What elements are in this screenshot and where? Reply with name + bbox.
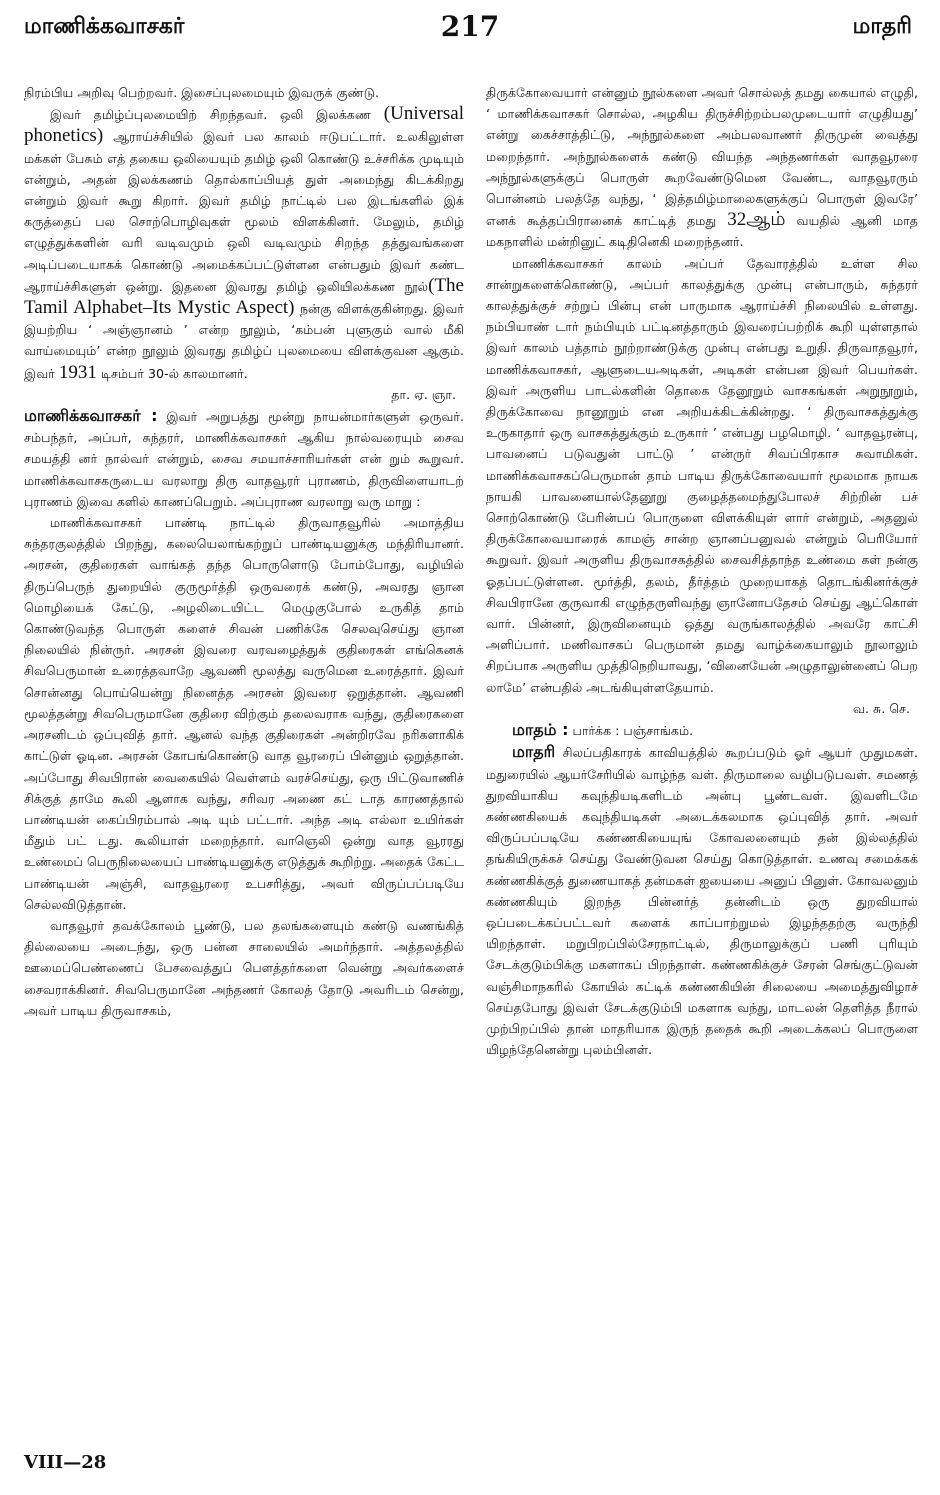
header-right-entry: மாதரி bbox=[852, 14, 912, 39]
paragraph: மாதரி சிலப்பதிகாரக் காவியத்தில் கூறப்படும் ஓர் ஆயர் முதுமகள். மதுரையில் ஆயர்சேரியில் வாழ்ந்த வள். திருமாலை வழிபடுபவள். சமணத் துறவியாகிய கவுந்தியடிகளிடம் அன்பு பூண்டவள். இவளிடமே கண்ணகியைக் கவுந்தியடிகள் அடைக்கலமாக ஒப்புவித் தார். அவர் விருப்பப்படியே கண்ணகியையுங் கோவலனையும் தன் இல்லத்தில் தங்கியிருக்கச் செய்து வேண்டுவன செய்து கொடுத்தாள். உணவு சமைக்கக் கண்ணகிக்குத் துணையாகத் தன்மகள் ஐயையை அனுப் பினுள். கோவலனும் கண்ணகியும் இறந்த பின்னர்த் தன்னிடம் ஒரு துறவியால் ஒப்படைக்கப்பட்டவர் களைக் காப்பாற்றுமல் இழந்ததற்கு வருந்தி யிறந்தாள். மறுபிறப்பில்சேரநாட்டில், திருமாலுக்குப் பணி புரியும் சேடக்குடும்பிக்கு மகளாகப் பிறந்தாள். கண்ணகிக்குச் சேரன் செங்குட்டுவன் வஞ்சிமாநகரில் கோயில் கட்டிக் கண்ணகியின் சிலையை அமைத்துவிழாச் செய்தபோது இவள் சேடக்குடும்பி மகளாக வந்து, மாடலன் தெளித்த நீரால் முற்பிறப்பில் தான் மாதரியாக இருந் ததைக் கூறி அடைக்கலப் பொருளை யிழந்தேனென்று புலம்பினள். bbox=[486, 742, 918, 1058]
header-left-entry: மாணிக்கவாசகர் bbox=[24, 14, 185, 39]
paragraph: திருக்கோவையார் என்னும் நூல்களை அவர் சொல்லத் தமது கையால் எழுதி, ‘ மாணிக்கவாசகர் சொல்ல, அழகிய திருச்சிற்றம்பலமுடையார் எழுதியது’ என்று கைச்சாத்திட்டு, அந்நூல்களை அம்பலவாணர் திருமுன் வைத்து மறைந்தார். அந்நூல்களைக் கண்டு வியந்த அந்தணர்கள் வாதவூரரை அந்நூல்களுக்குப் பொருள் கூறவேண்டுமென வேண்ட, வாதவூரரும் பொன்னம் பலத்தே வந்து, ‘ இத்தமிழ்மாலைகளுக்குப் பொருள் இவரே’ எனக் கூத்தப்பிரானைக் காட்டித் தமது 32ஆம் வயதில் ஆனி மாத மகநாளில் மன்றினுட் கடிதினெகி மறைந்தனர். bbox=[486, 85, 918, 250]
age-number: 32ஆம் bbox=[727, 209, 786, 231]
paragraph: மாணிக்கவாசகர் பாண்டி நாட்டில் திருவாதவூரில் அமாத்திய சுந்தரகுலத்தில் பிறந்து, கலையெலாங்கற்றுப் பாண்டியனுக்கு மந்திரியானர். அரசன், குதிரைகள் வாங்கத் தந்த பொருளொடு போம்போது, வழியில் திருப்பெருந் துறையில் குருமூர்த்தி ஒருவரைக் கண்டு, அவரது ஞான மொழியைக் கேட்டு, அழலிடையிட்ட மெழுகுபோல் உருகித் தாம் கொண்டுவந்த பொருள் களைச் சிவன் பணிக்கே செலவுசெய்து ஞான நிலையில் நின்ருர். அரசன் இவரை வரவழைத்துக் குதிரைகள் எங்கெனக் சிவபெருமான் உரைத்தவாறே ஆவணி மூலத்து வருமென உரைத்தார். இவர் சொன்னது பொய்யென்று நினைத்த அரசன் இவரை ஒறுத்தான். ஆவணி மூலத்தன்று சிவபெருமானே குதிரை விற்கும் தலைவராக வந்து, குதிரைகளை அரசனிடம் ஒப்புவித் தார். ஆனல் வந்த குதிரைகள் அன்றிரவே நரிகளாகிக் காட்டுள் ஓடின. அரசன் கோபங்கொண்டு வாத வூரரைப் பின்னும் ஒறுத்தான். அப்போது சிவபிரான் வைகையில் வெள்ளம் வரச்செய்து, ஒரு பிட்டுவாணிச் சிக்குத் தாமே கூலி ஆளாக வந்து, சரிவர அணை கட் டாத காரணத்தால் பாண்டியன் கைப்பிரம்பால் அடி யும் பட்டார். அந்த அடி எல்லா உயிர்கள் மீதும் பட் டது. கூலியாள் மறைந்தார். வாஞெலி ஒன்று வாத வூரரது உண்மைப் பெருநிலையைப் பாண்டியனுக்கு எடுத்துக் கூறிற்று. அதைக் கேட்ட பாண்டியன் அஞ்சி, வாதவூரரை உபசரித்து, அவர் விருப்பப்படியே செல்லவிடுத்தான். bbox=[24, 515, 464, 912]
volume-page-footer: VIII—28 bbox=[24, 1452, 107, 1473]
paragraph: மாணிக்கவாசகர் காலம் அப்பர் தேவாரத்தில் உள்ள சில சான்றுகளைக்கொண்டு, அப்பர் காலத்துக்கு முன்பு என்பாரும், சுந்தரர் காலத்துக்குச் சற்றுப் பின்பு என் பாருமாக ஆராய்ச்சி நிலையில் உள்ளது. நம்பியாண் டார் நம்பியும் பட்டினத்தாரும் இவரைப்பற்றிக் கூறி யுள்ளதால் இவர் காலம் பத்தாம் நூற்றாண்டுக்கு முன்பு என்பது உறுதி. திருவாதவூரர், மாணிக்கவாசகர், ஆளுடையஅடிகள், அடிகள் என்பன இவர் பெயர்கள். இவர் அருளிய பாடல்களின் தொகை தேனூறும் வாசகங்கள் அறுநூறும், திருக்கோவை நானூறும் என அறியக்கிடக்கின்றது. ‘ திருவாசகத்துக்கு உருகாதார் ஒரு வாசகத்துக்கும் உருகார் ’ என்பது பழமொழி. ‘ வாதவூரன்பு, பாவனைப் படுவதுன் பாட்டு ’ என்ருர் சிவப்பிரகாச சுவாமிகள். மாணிக்கவாசகப்பெருமான் தாம் பாடிய திருக்கோவையார் மூலமாக நாயக நாயகி பாவனையால்தேனூறு குழைத்தமைந்துபோலச் சிற்றின் பச் சொற்கொண்டு பேரின்பப் பொருளை விளக்கியுள் ளார் என்றும், அதனுல் திருக்கோவையாரைக் காமஞ் சான்ற ஞானப்பனுவல் என்றும் பெரியோர் கூறுவர். இவர் அருளிய திருவாசகத்தில் சைவசித்தாந்த உண்மை கள் நன்கு ஓதப்பட்டுள்ளன. மூர்த்தி, தலம், தீர்த்தம் முறையாகத் தொடங்கினர்க்குச் சிவபிரானே குருவாகி எழுந்தருளிவந்து ஞானோபதேசம் செய்து ஆட்கொள் வார். பின்னர், இருவினையும் ஒத்து வருங்காலத்தில் அவரே காட்சி அளிப்பார். மணிவாசகப் பெருமான் தமது வாழ்க்கையாலும் நூலாலும் சிறப்பாக அருளிய முத்திநெறியாவது, ‘வினையேன் அழுதாலுன்னைப் பெற லாமே’ என்பதில் அடங்கியுள்ளதேயாம். வ. சு. செ. bbox=[486, 253, 918, 719]
paragraph: இவர் தமிழ்ப்புலமையிற் சிறந்தவர். ஒலி இலக்கண (Universal phonetics) ஆராய்ச்சியில் இவர் பல காலம் ஈடுபட்டார். உலகிலுள்ள மக்கள் பேசும் எத் தகைய ஒலியையும் தமிழ் ஒலி கொண்டு உச்சரிக்க முடியும் என்றும், அதன் இலக்கணம் தொல்காப்பியத் துள் அமைந்து கிடக்கிறது என்றும் இவர் கூறு கிறார். இவர் தமிழ் நாட்டில் பல இடங்களில் இக் கருத்தைப் பல சொற்பொழிவுகள் மூலம் விளக்கினர். மேலும், தமிழ் எழுத்துக்களின் வரி வடிவமும் ஒலி வடிவமும் சிறந்த தத்துவங்களை அடிப்படையாகக் கொண்டு அமைக்கப்பட்டுள்ளன என்பதும் இவர் கண்ட ஆராய்ச்சிகளுள் ஒன்று. இதனை இவரது தமிழ் ஒலியிலக்கண நூல்(The Tamil Alphabet–Its Mystic Aspect) நன்கு விளக்குகின்றது. இவர் இயற்றிய ‘ அஞ்ஞானம் ’ என்ற நூலும், ‘கம்பன் புளுகும் வால் மீகி வாய்மையும்’ என்ற நூலும் இவரது தமிழ்ப் புலமையை விளக்குவன ஆகும். இவர் 1931 டிசம்பர் 30-ல் காலமானர். தா. ஏ. ஞா. bbox=[24, 103, 464, 405]
paragraph: வாதவூரர் தவக்கோலம் பூண்டு, பல தலங்களையும் கண்டு வணங்கித் தில்லையை அடைந்து, ஒரு பன்ன சாலையில் அமர்ந்தார். அத்தலத்தில் ஊமைப்பெண்ணைப் பேசவைத்துப் பௌத்தர்களை வென்று அவர்களைச் சைவராக்கினர். சிவபெருமானே அந்தணர் கோலத் தோடு அவரிடம் சென்று, அவர் பாடிய திருவாசகம், bbox=[24, 917, 464, 1018]
left-column bbox=[24, 82, 464, 1442]
paragraph: நிரம்பிய அறிவு பெற்றவர். இசைப்புலமையும் இவருக் குண்டு. bbox=[24, 85, 379, 100]
entry-title: மாணிக்கவாசகர் : bbox=[24, 406, 158, 426]
entry-title: மாதரி bbox=[512, 742, 556, 762]
english-term: (Universal phonetics) bbox=[24, 103, 464, 147]
author-signature: வ. சு. செ. bbox=[852, 700, 910, 716]
english-book-title: (The Tamil Alphabet–Its Mystic Aspect) bbox=[24, 274, 464, 319]
entry-title: மாதம் : bbox=[512, 720, 569, 740]
paragraph: மாதம் : பார்க்க : பஞ்சாங்கம். bbox=[512, 720, 694, 740]
right-column bbox=[486, 82, 918, 1442]
paragraph: மாணிக்கவாசகர் : இவர் அறுபத்து மூன்று நாயன்மார்களுள் ஒருவர். சம்பந்தர், அப்பர், சுந்தரர், மாணிக்கவாசகர் ஆகிய நால்வரையும் சைவ சமயத்தி னர் நால்வர் என்றும், சைவ சமயாச்சாரியர்கள் என் றும் கூறுவர். மாணிக்கவாசகருடைய வரலாறு திரு வாதவூரர் புராணம், திருவிளையாடற் புராணம் இவை களில் காணப்பெறும். அப்புராண வரலாறு வரு மாறு : bbox=[24, 406, 464, 509]
year: 1931 bbox=[58, 361, 97, 383]
author-signature: தா. ஏ. ஞா. bbox=[391, 386, 456, 402]
page-number: 217 bbox=[440, 10, 500, 43]
